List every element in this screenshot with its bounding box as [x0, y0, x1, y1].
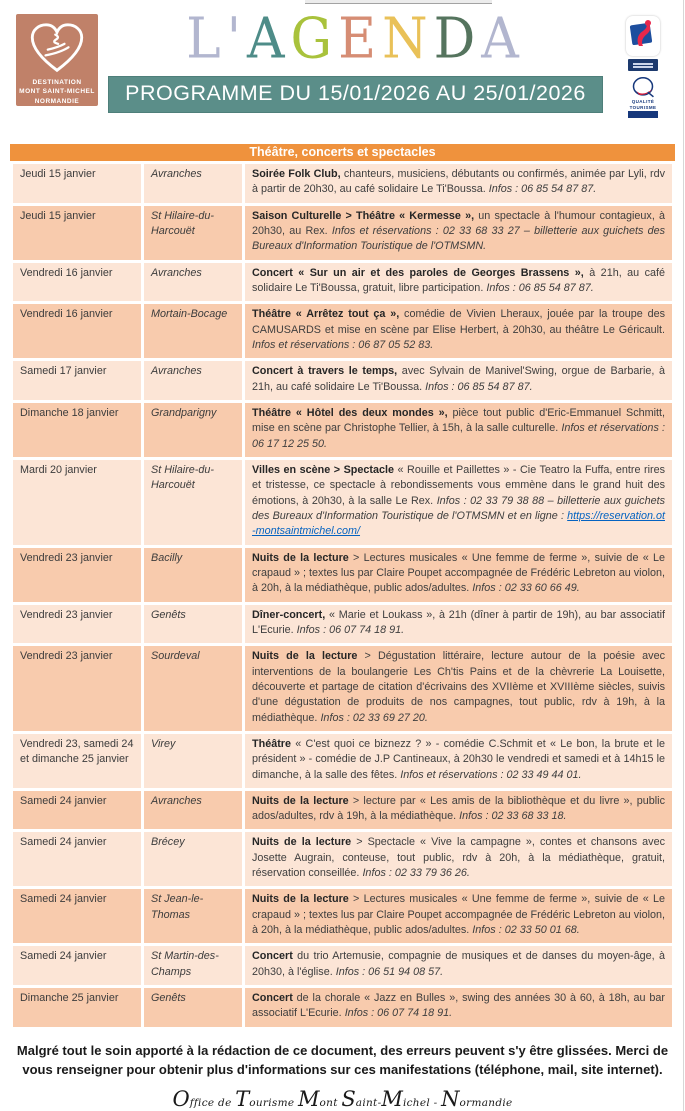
window-edge-artifact [305, 0, 492, 4]
page-right-border [683, 0, 684, 1111]
description-segment: > Lectures musicales « Une femme de ferme », suivie de « Le crapaud » ; textes lus par Claire Poupet accompagnée de Frédéric Lebreton au violon, à 20h, à la médiathèque, public ados/adultes. [252, 893, 665, 937]
description-segment: Nuits de la lecture [252, 893, 349, 906]
event-description [245, 889, 672, 943]
table-row [13, 548, 672, 602]
table-row [13, 263, 672, 302]
signature-capital: T [235, 1087, 250, 1111]
description-segment: Nuits de la lecture [252, 794, 349, 807]
event-date: Samedi 24 janvier [13, 946, 141, 985]
event-location: Sourdeval [144, 646, 242, 731]
destination-mont-saint-michel-logo [16, 14, 98, 106]
destination-logo-text: DESTINATION MONT SAINT-MICHEL NORMANDIE [19, 78, 95, 105]
event-date: Dimanche 18 janvier [13, 403, 141, 457]
event-location: Mortain-Bocage [144, 304, 242, 358]
description-segment: Dîner-concert, [252, 608, 326, 621]
signature-text: ffice de [189, 1097, 236, 1110]
event-description [245, 304, 672, 358]
description-segment: Infos : 02 33 79 36 26. [362, 867, 470, 880]
table-row [13, 946, 672, 985]
event-date: Vendredi 23, samedi 24 et dimanche 25 janvier [13, 734, 141, 788]
event-location: Avranches [144, 263, 242, 302]
qualite-tourisme-icon [626, 74, 660, 118]
table-row [13, 889, 672, 943]
description-segment: Infos : 06 85 54 87 87. [486, 281, 594, 294]
description-segment: Infos et réservations : 06 87 05 52 83. [252, 338, 434, 351]
table-row [13, 791, 672, 830]
description-segment: Infos : 02 33 60 66 49. [472, 582, 580, 595]
description-segment: Infos : 06 07 74 18 91. [344, 1007, 453, 1020]
event-date: Samedi 24 janvier [13, 832, 141, 886]
event-description [245, 164, 672, 203]
table-row [13, 403, 672, 457]
event-location: Avranches [144, 164, 242, 203]
agenda-table [10, 161, 675, 1030]
event-date: Vendredi 23 janvier [13, 646, 141, 731]
description-segment: Villes en scène > Spectacle [252, 463, 394, 476]
event-location: Bacilly [144, 548, 242, 602]
description-segment: Infos et réservations : 02 33 68 33 27 – billetterie aux guichets des Bureaux d'Information Touristique de l'OTMSMN. [252, 224, 665, 253]
event-location: Brécey [144, 832, 242, 886]
event-description [245, 548, 672, 602]
event-date: Jeudi 15 janvier [13, 164, 141, 203]
signature-text: ormandie [459, 1097, 513, 1110]
certification-logos [613, 14, 673, 118]
description-segment: avec Sylvain de Manivel'Swing, orgue de Barbarie, à 21h, au café solidaire Le Ti'Boussa. [252, 365, 665, 393]
event-description [245, 988, 672, 1027]
event-date: Dimanche 25 janvier [13, 988, 141, 1027]
event-description [245, 605, 672, 644]
table-row [13, 460, 672, 545]
description-segment: Infos : 06 07 74 18 91. [296, 623, 405, 636]
description-segment: pièce tout public d'Eric-Emmanuel Schmitt, mise en scène par Christophe Tellier, à 15h, à la salle culturelle. [252, 406, 665, 435]
event-description [245, 361, 672, 400]
description-segment: Nuits de la lecture [252, 551, 349, 564]
description-segment: Théâtre « Hôtel des deux mondes », [252, 406, 448, 419]
description-segment: Concert « Sur un air et des paroles de Georges Brassens », [252, 266, 584, 279]
event-date: Jeudi 15 janvier [13, 206, 141, 260]
event-location: St Hilaire-du-Harcouët [144, 460, 242, 545]
description-segment: > Lectures musicales « Une femme de ferme », suivie de « Le crapaud » ; textes lus par Claire Poupet accompagnée de Frédéric Lebreton au violon, à 20h, à la médiathèque, public ados/adultes. [252, 551, 665, 595]
description-segment: « C'est quoi ce biznezz ? » - comédie C.Schmit et « Le bon, la brute et le président » - comédie de J.P Cantineaux, à 20h30 le vendredi et samedi et à 14h15 le dimanche, à la salle des fêtes. [252, 737, 665, 781]
event-description [245, 646, 672, 731]
event-description [245, 734, 672, 788]
description-segment: du trio Artemusie, compagnie de musiques et de danses du moyen-âge, à 20h30, à l'église. [252, 950, 665, 978]
description-segment: Infos et réservations : 06 17 12 25 50. [252, 422, 665, 450]
table-row [13, 164, 672, 203]
event-date: Vendredi 16 janvier [13, 304, 141, 358]
reservation-link[interactable]: https://reservation.ot-montsaintmichel.com/ [252, 509, 665, 538]
table-row [13, 206, 672, 260]
event-location: Grandparigny [144, 403, 242, 457]
description-segment: Infos : 06 85 54 87 87. [488, 183, 597, 196]
description-segment: Infos : 02 33 68 33 18. [459, 810, 567, 823]
event-date: Samedi 17 janvier [13, 361, 141, 400]
description-segment: > Spectacle « Vive la campagne », contes et chansons avec Josette Augrain, conteuse, tout public, rdv à 20h, à la médiathèque, gratuit, réservation conseillée. [252, 836, 665, 880]
page-title [186, 6, 525, 72]
title-letter: G [290, 6, 339, 72]
event-location: Virey [144, 734, 242, 788]
description-segment: Théâtre « Arrêtez tout ça », [252, 308, 400, 321]
signature-text: ourisme [249, 1097, 299, 1110]
description-segment: chanteurs, musiciens, débutants ou confirmés, animée par Lyli, rdv à partir de 20h30, au café solidaire Le Ti'Boussa. [252, 168, 665, 196]
table-row [13, 304, 672, 358]
description-segment: > lecture par « Les amis de la bibliothèque et du livre », public ados/adultes, rdv à 19h, à la médiathèque. [252, 794, 665, 823]
description-segment: Infos : 06 85 54 87 87. [425, 380, 533, 393]
qualite-tourisme-label: QUALITÉ TOURISME [629, 98, 657, 110]
title-letter: N [382, 6, 434, 72]
event-location: St Jean-le-Thomas [144, 889, 242, 943]
agenda-table-body [13, 164, 672, 1027]
event-description [245, 832, 672, 886]
description-segment: Infos : 06 51 94 08 57. [335, 965, 444, 978]
qualite-tourisme-bar [628, 111, 658, 118]
description-segment: Nuits de la lecture [252, 650, 358, 663]
signature-capital: S [341, 1087, 356, 1111]
description-segment: Concert à travers le temps, [252, 365, 398, 378]
title-letter: A [481, 6, 525, 72]
event-date: Vendredi 23 janvier [13, 548, 141, 602]
description-segment: > Dégustation littéraire, lecture autour de la poésie avec interventions de la boulangerie Les Ch'tis Pains et de la chèvrerie La Louisette, découverte et partage de citation d'écrivains des XVIIème et XVIIIème siècles, suivis d'une dégustation de produits de nos campagnes, tout public, rdv à 19h, à la médiathèque. [252, 650, 665, 724]
title-letter: E [338, 6, 383, 72]
description-segment: à 21h, au café solidaire Le Ti'Boussa, gratuit, libre participation. [252, 266, 666, 294]
title-letter: A [246, 6, 291, 72]
event-description [245, 946, 672, 985]
description-segment: « Rouille et Paillettes » - Cie Teatro la Fuffa, entre rires et tristesse, ce spectacle à rebondissements vous emmène dans le grand huit des émotions, à 20h30, à la salle Le Rex. [252, 463, 665, 507]
signature-capital: M [381, 1087, 403, 1111]
section-header-theatre-concerts: Théâtre, concerts et spectacles [10, 144, 675, 161]
description-segment: Infos : 02 33 79 38 88 – billetterie aux guichets des Bureaux d'Information Touristique de l'OTMSMN et en ligne : [252, 494, 665, 522]
signature-capital: O [172, 1087, 190, 1111]
signature-capital: M [298, 1087, 320, 1111]
table-row [13, 734, 672, 788]
event-date: Vendredi 23 janvier [13, 605, 141, 644]
description-segment: Concert [252, 950, 293, 963]
office-de-tourisme-icon [626, 16, 660, 56]
description-segment: Théâtre [252, 737, 292, 750]
description-segment: Infos : 02 33 69 27 20. [320, 711, 428, 724]
event-date: Samedi 24 janvier [13, 889, 141, 943]
event-location: Avranches [144, 791, 242, 830]
event-description [245, 791, 672, 830]
event-location: Genêts [144, 988, 242, 1027]
heart-mont-icon [28, 22, 86, 74]
description-segment: Nuits de la lecture [252, 836, 352, 849]
table-row [13, 988, 672, 1027]
title-letter: L [186, 6, 227, 72]
event-date: Samedi 24 janvier [13, 791, 141, 830]
event-description [245, 206, 672, 260]
signature-capital: N [441, 1087, 460, 1111]
event-location: Avranches [144, 361, 242, 400]
event-description [245, 403, 672, 457]
programme-date-banner: PROGRAMME DU 15/01/2026 AU 25/01/2026 [108, 76, 603, 113]
table-row [13, 646, 672, 731]
description-segment: Saison Culturelle > Théâtre « Kermesse », [252, 209, 475, 222]
description-segment: comédie de Vivien Lheraux, jouée par la troupe des CAMUSARDS et mise en scène par Elise Herbert, à 20h30, au théâtre Le Géricault. [252, 308, 665, 336]
description-segment: Soirée Folk Club, [252, 168, 341, 180]
event-location: St Hilaire-du-Harcouët [144, 206, 242, 260]
signature-text: ont [319, 1097, 342, 1110]
engagement-badge-icon [628, 59, 658, 71]
table-row [13, 832, 672, 886]
description-segment: de la chorale « Jazz en Bulles », swing des années 30 à 60, à 18h, au bar associatif L'Ecurie. [252, 992, 665, 1020]
office-tourisme-signature [0, 1087, 685, 1111]
event-date: Vendredi 16 janvier [13, 263, 141, 302]
description-segment: Concert [252, 992, 293, 1005]
signature-text: aint- [355, 1097, 382, 1110]
title-letter: ' [226, 6, 247, 72]
event-description [245, 263, 672, 302]
event-date: Mardi 20 janvier [13, 460, 141, 545]
signature-text: ichel - [402, 1097, 442, 1110]
header [0, 0, 685, 118]
description-segment: « Marie et Loukass », à 21h (dîner à partir de 19h), au bar associatif L'Ecurie. [252, 608, 665, 636]
title-letter: D [433, 6, 482, 72]
event-description [245, 460, 672, 545]
description-segment: un spectacle à l'humour contagieux, à 20h30, au Rex. [252, 209, 665, 237]
event-location: St Martin-des-Champs [144, 946, 242, 985]
description-segment: Infos et réservations : 02 33 49 44 01. [400, 768, 582, 781]
event-location: Genêts [144, 605, 242, 644]
disclaimer-text: Malgré tout le soin apporté à la rédaction de ce document, des erreurs peuvent s'y être glissées. Merci de vous renseigner pour obtenir plus d'informations sur ces manifestations (téléphone, mail, site internet). [16, 1042, 669, 1077]
table-row [13, 361, 672, 400]
table-row [13, 605, 672, 644]
description-segment: Infos : 02 33 50 01 68. [472, 924, 580, 937]
